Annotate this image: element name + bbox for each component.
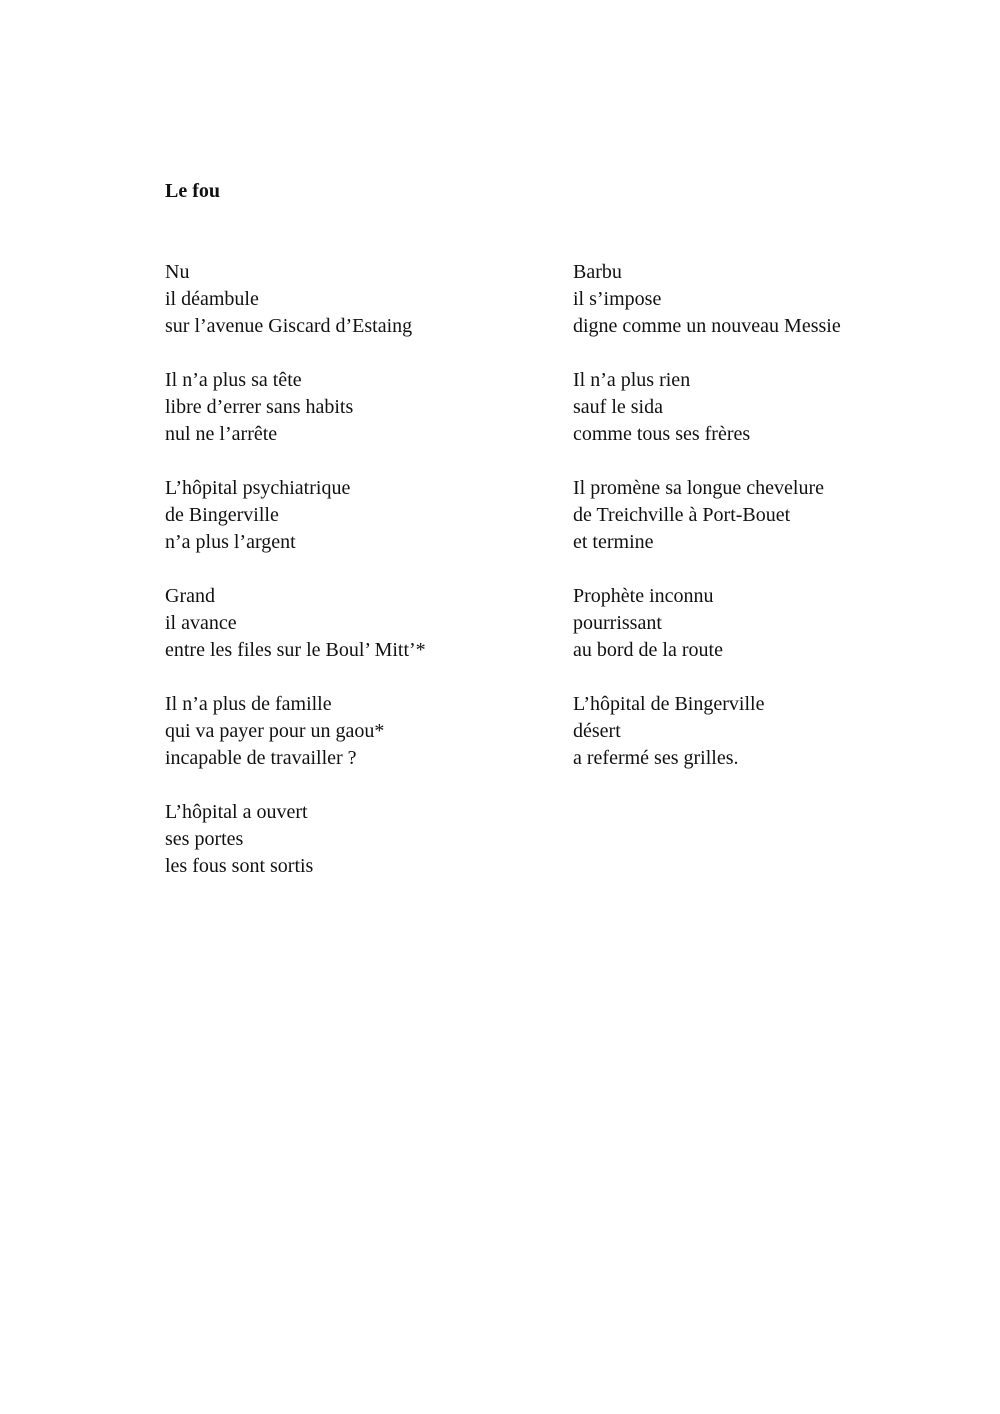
verse-line: Il n’a plus sa tête [165, 369, 302, 391]
verse-line: nul ne l’arrête [165, 423, 278, 445]
stanza [573, 475, 973, 556]
verse-line: sur l’avenue Giscard d’Estaing [165, 315, 413, 337]
verse-line: digne comme un nouveau Messie [573, 315, 841, 337]
verse-line: Il n’a plus rien [573, 369, 691, 391]
stanza [165, 259, 565, 340]
stanza [573, 691, 973, 772]
poem-right-column [573, 259, 973, 799]
verse-line: Il promène sa longue chevelure [573, 477, 825, 499]
verse-line: désert [573, 720, 621, 742]
verse-line: il déambule [165, 288, 259, 310]
verse-line: de Bingerville [165, 504, 279, 526]
verse-line: Barbu [573, 261, 622, 283]
verse-line: n’a plus l’argent [165, 531, 296, 553]
stanza [165, 367, 565, 448]
stanza [165, 583, 565, 664]
verse-line: qui va payer pour un gaou* [165, 720, 385, 742]
stanza [573, 259, 973, 340]
verse-line: a refermé ses grilles. [573, 747, 739, 769]
stanza [165, 691, 565, 772]
verse-line: incapable de travailler ? [165, 747, 357, 769]
poem-left-column [165, 259, 565, 907]
verse-line: au bord de la route [573, 639, 723, 661]
verse-line: libre d’errer sans habits [165, 396, 354, 418]
stanza [573, 367, 973, 448]
verse-line: il s’impose [573, 288, 662, 310]
stanza [165, 475, 565, 556]
verse-line: Prophète inconnu [573, 585, 714, 607]
verse-line: il avance [165, 612, 237, 634]
verse-line: Il n’a plus de famille [165, 693, 332, 715]
stanza [165, 799, 565, 880]
verse-line: Grand [165, 585, 215, 607]
verse-line: L’hôpital a ouvert [165, 801, 308, 823]
verse-line: ses portes [165, 828, 244, 850]
verse-line: pourrissant [573, 612, 662, 634]
verse-line: comme tous ses frères [573, 423, 751, 445]
verse-line: sauf le sida [573, 396, 663, 418]
poem-title: Le fou [165, 180, 220, 202]
verse-line: de Treichville à Port-Bouet [573, 504, 791, 526]
verse-line: et termine [573, 531, 654, 553]
verse-line: les fous sont sortis [165, 855, 314, 877]
verse-line: entre les files sur le Boul’ Mitt’* [165, 639, 426, 661]
verse-line: L’hôpital psychiatrique [165, 477, 351, 499]
stanza [573, 583, 973, 664]
verse-line: L’hôpital de Bingerville [573, 693, 765, 715]
verse-line: Nu [165, 261, 190, 283]
